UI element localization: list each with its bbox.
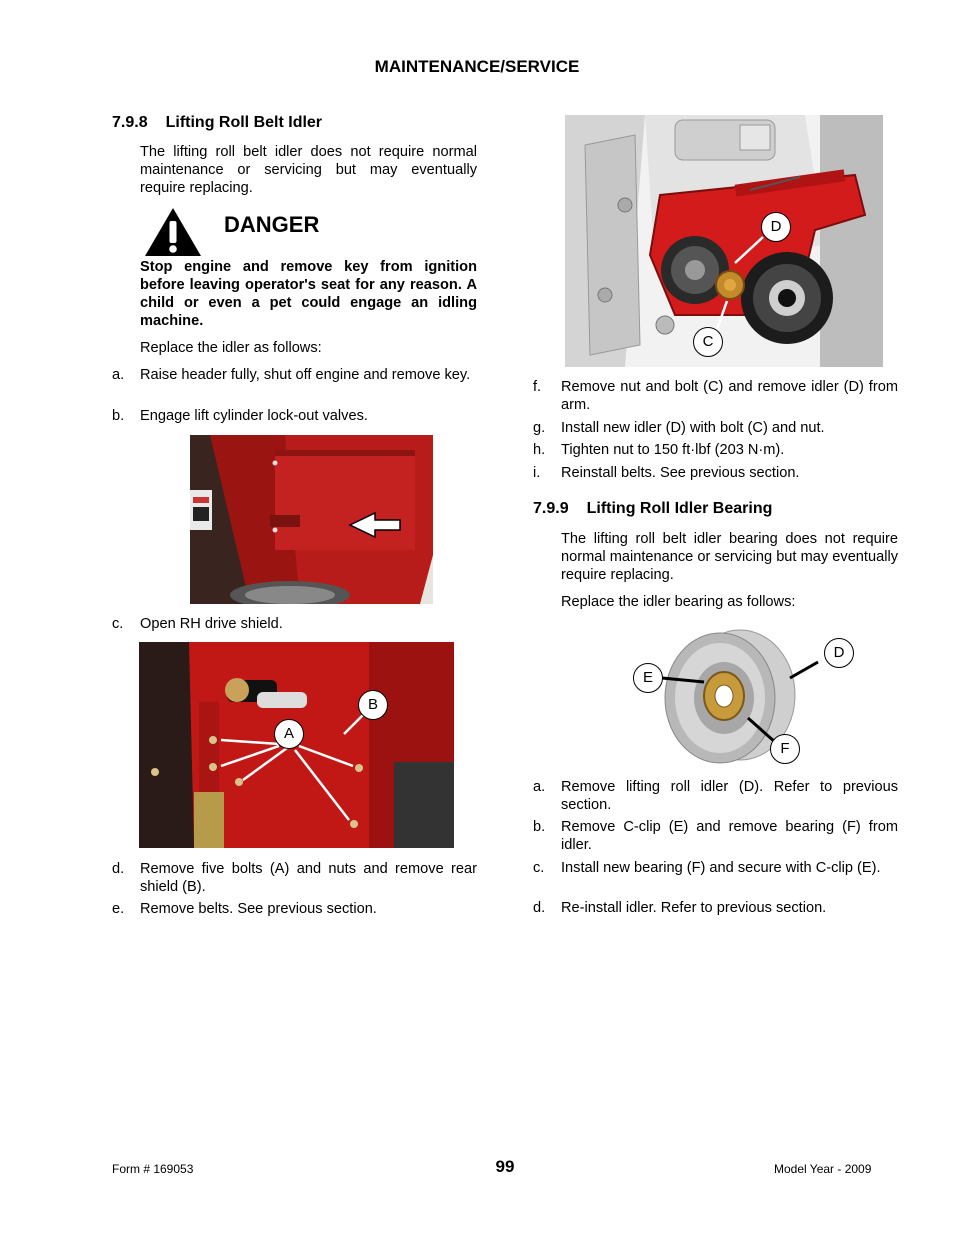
step-c: c. Open RH drive shield. — [112, 616, 283, 632]
section-number: 7.9.9 — [533, 500, 569, 517]
step-g: g. Install new idler (D) with bolt (C) and nut. — [533, 420, 825, 436]
section-heading-798 — [112, 114, 322, 132]
page-header: MAINTENANCE/SERVICE — [374, 57, 580, 76]
callout-f: F — [770, 734, 800, 764]
step-b: b. Engage lift cylinder lock-out valves. — [112, 408, 368, 424]
step-i: i. Reinstall belts. See previous section. — [533, 465, 800, 481]
callout-c: C — [693, 327, 723, 357]
intro-paragraph: The lifting roll belt idler does not require normal maintenance or servicing but may eventually require replacing. — [140, 144, 477, 196]
callout-e: E — [633, 663, 663, 693]
danger-title: DANGER — [224, 212, 320, 237]
danger-text: Stop engine and remove key from ignition before leaving operator's seat for any reason. A child or even a pet could engage an idling machine. — [140, 259, 477, 329]
section-title: Lifting Roll Idler Bearing — [586, 500, 773, 517]
section-heading-799 — [533, 500, 772, 518]
bearing-intro-paragraph: The lifting roll belt idler bearing does not require normal maintenance or servicing but may eventually require replacing. — [561, 531, 898, 583]
callout-d: D — [761, 212, 791, 242]
page-number: 99 — [495, 1157, 515, 1176]
step-h: h. Tighten nut to 150 ft·lbf (203 N·m). — [533, 442, 785, 458]
callout-b: B — [358, 690, 388, 720]
step-d: d. Remove five bolts (A) and nuts and remove rear shield (B). — [112, 861, 477, 895]
bearing-step-a: a. Remove lifting roll idler (D). Refer to previous section. — [533, 779, 898, 813]
bearing-replace-instruction: Replace the idler bearing as follows: — [561, 594, 796, 610]
step-f: f. Remove nut and bolt (C) and remove idler (D) from arm. — [533, 379, 898, 413]
callout-a: A — [274, 719, 304, 749]
step-a: a. Raise header fully, shut off engine and remove key. — [112, 367, 471, 383]
footer-form-number: Form # 169053 — [112, 1162, 194, 1176]
step-e: e. Remove belts. See previous section. — [112, 901, 377, 917]
section-number: 7.9.8 — [112, 114, 148, 131]
bearing-step-c: c. Install new bearing (F) and secure with C-clip (E). — [533, 860, 881, 876]
idler-assembly-diagram — [565, 115, 883, 367]
drive-shield-photo — [190, 435, 433, 604]
bearing-step-b: b. Remove C-clip (E) and remove bearing (F) from idler. — [533, 819, 898, 853]
warning-triangle-icon — [143, 206, 203, 258]
section-title: Lifting Roll Belt Idler — [165, 114, 323, 131]
replace-instruction: Replace the idler as follows: — [140, 340, 322, 356]
callout-d-bearing: D — [824, 638, 854, 668]
footer-model-year: Model Year - 2009 — [774, 1162, 872, 1176]
bearing-step-d: d. Re-install idler. Refer to previous section. — [533, 900, 827, 916]
